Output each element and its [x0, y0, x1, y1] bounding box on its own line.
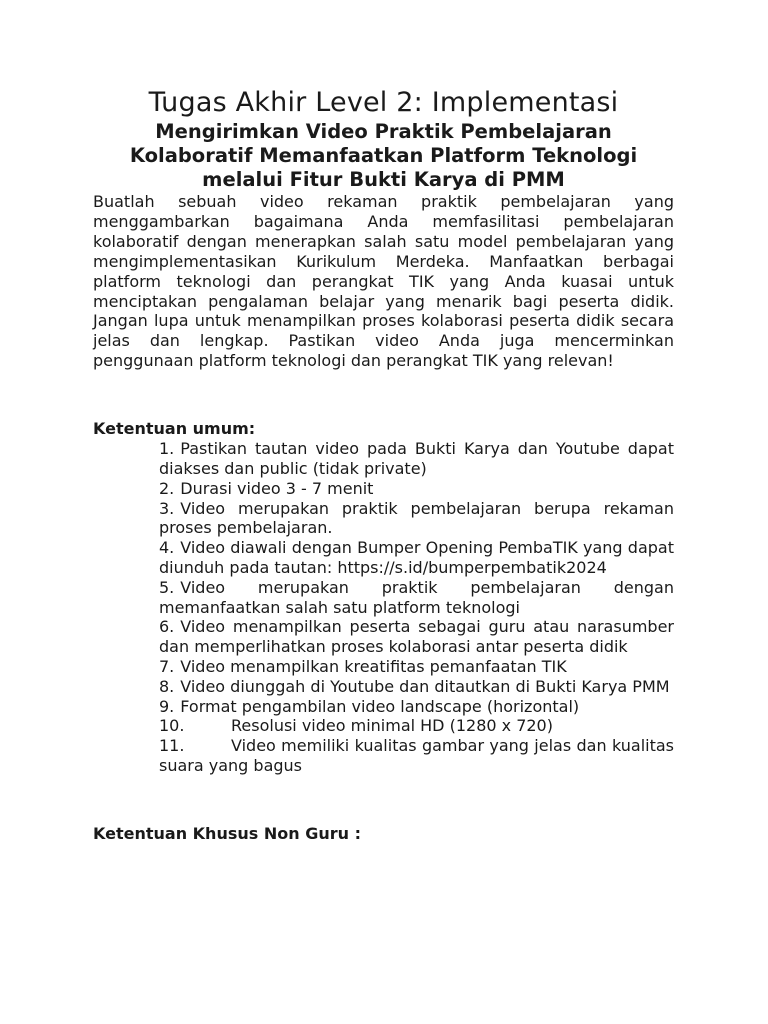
list-item-text: Video merupakan praktik pembelajaran berupa rekaman proses pembelajaran.: [159, 498, 674, 538]
list-item-number: 11.: [159, 736, 185, 756]
list-item: [159, 439, 674, 479]
list-item-text: Durasi video 3 - 7 menit: [180, 478, 374, 498]
list-item-number: 9.: [159, 696, 175, 716]
general-rules-list: [93, 439, 674, 776]
list-item-text: Video memiliki kualitas gambar yang jelas dan kualitas suara yang bagus: [159, 736, 674, 775]
list-item-text: Video menampilkan kreatifitas pemanfaatan TIK: [180, 656, 567, 676]
list-item: [159, 499, 674, 539]
list-item: [159, 736, 674, 776]
list-item-text: Resolusi video minimal HD (1280 x 720): [231, 716, 553, 736]
list-item-number: 2.: [159, 478, 175, 498]
intro-paragraph: Buatlah sebuah video rekaman praktik pembelajaran yang menggambarkan bagaimana Anda memfasilitasi pembelajaran kolaboratif dengan menerapkan salah satu model pembelajaran yang mengimplementasikan Kurikulum Merdeka. Manfaatkan berbagai platform teknologi dan perangkat TIK yang Anda kuasai untuk menciptakan pengalaman belajar yang menarik bagi peserta didik. Jangan lupa untuk menampilkan proses kolaborasi peserta didik secara jelas dan lengkap. Pastikan video Anda juga mencerminkan penggunaan platform teknologi dan perangkat TIK yang relevan!: [93, 192, 674, 371]
general-rules-heading: Ketentuan umum:: [93, 419, 256, 439]
spacer: [93, 776, 674, 824]
list-item: [159, 697, 674, 717]
list-item: [159, 538, 674, 578]
spacer: [93, 371, 674, 419]
list-item-text: Format pengambilan video landscape (horizontal): [180, 696, 580, 716]
document-page: [93, 86, 674, 844]
special-rules-heading: Ketentuan Khusus Non Guru :: [93, 823, 361, 843]
list-item-text: Video merupakan praktik pembelajaran dengan memanfaatkan salah satu platform teknologi: [159, 577, 674, 617]
document-title: Tugas Akhir Level 2: Implementasi: [148, 87, 619, 118]
list-item-text: Video diawali dengan Bumper Opening PembaTIK yang dapat diunduh pada tautan: https://s.id/bumperpembatik2024: [159, 538, 674, 577]
list-item-number: 1.: [159, 439, 175, 459]
list-item: [159, 479, 674, 499]
list-item: [159, 677, 674, 697]
list-item: [159, 716, 674, 736]
list-item-number: 6.: [159, 617, 175, 637]
list-item-number: 5.: [159, 577, 175, 597]
list-item-text: Video menampilkan peserta sebagai guru atau narasumber dan memperlihatkan proses kolaborasi antar peserta didik: [159, 617, 674, 657]
list-item-number: 8.: [159, 676, 175, 696]
list-item: [159, 617, 674, 657]
list-item-number: 4.: [159, 538, 175, 558]
document-subtitle: Mengirimkan Video Praktik Pembelajaran Kolaboratif Memanfaatkan Platform Teknologi melalui Fitur Bukti Karya di PMM: [129, 120, 638, 191]
list-item-number: 7.: [159, 656, 175, 676]
list-item: [159, 657, 674, 677]
list-item: [159, 578, 674, 618]
list-item-number: 10.: [159, 716, 185, 736]
list-item-text: Video diunggah di Youtube dan ditautkan di Bukti Karya PMM: [180, 676, 670, 696]
list-item-number: 3.: [159, 498, 175, 518]
list-item-text: Pastikan tautan video pada Bukti Karya dan Youtube dapat diakses dan public (tidak private): [159, 439, 674, 478]
